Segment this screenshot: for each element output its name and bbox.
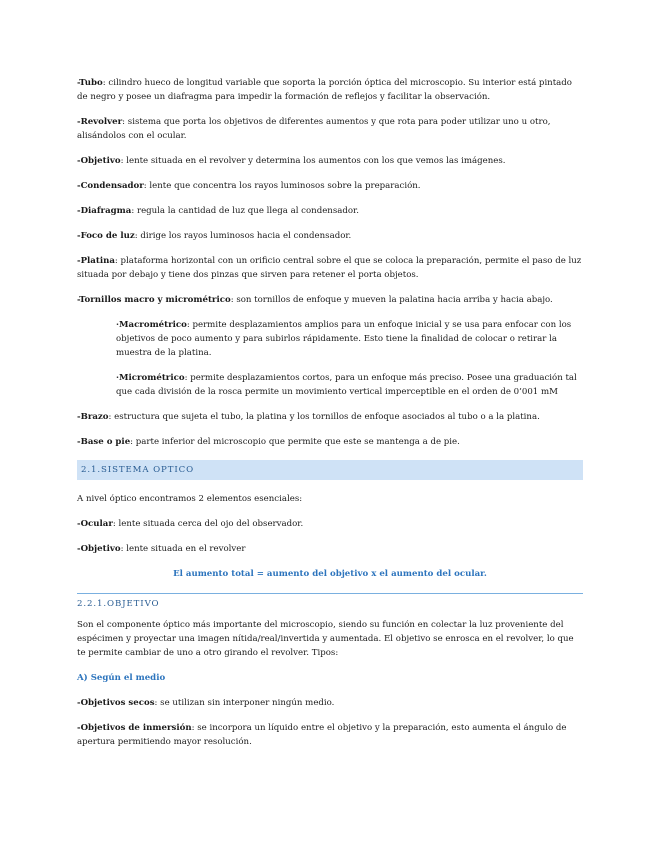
term: -Revolver bbox=[77, 117, 123, 127]
item-foco-de-luz bbox=[77, 229, 583, 243]
definition: : regula la cantidad de luz que llega al condensador. bbox=[131, 206, 359, 216]
definition: : son tornillos de enfoque y mueven la palatina hacia arriba y hacia abajo. bbox=[230, 295, 553, 305]
item-brazo bbox=[77, 410, 583, 424]
term: -Diafragma bbox=[77, 206, 132, 216]
definition: : parte inferior del microscopio que permite que este se mantenga a de pie. bbox=[130, 437, 460, 447]
definition: : se utilizan sin interponer ningún medio. bbox=[154, 698, 335, 708]
definition: : dirige los rayos luminosos hacia el condensador. bbox=[134, 231, 352, 241]
formula: El aumento total = aumento del objetivo x el aumento del ocular. bbox=[173, 569, 487, 579]
item-objetivo bbox=[77, 154, 583, 168]
definition: : permite desplazamientos amplios para un enfoque inicial y se usa para enfocar con los objetivos de poco aumento y para subirlos rápidamente. Esto tiene la finalidad de colocar o retirar la muestra de la platina. bbox=[116, 320, 572, 358]
section-heading: 2.1.SISTEMA OPTICO bbox=[77, 460, 583, 480]
term: -Objetivos de inmersión bbox=[77, 723, 192, 733]
subitem-macrometrico bbox=[116, 318, 583, 360]
item-tubo bbox=[77, 76, 583, 104]
item-objetivo-optico bbox=[77, 542, 583, 556]
term: -Condensador bbox=[77, 181, 144, 191]
item-objetivos-secos bbox=[77, 696, 583, 710]
term: ·Micrométrico bbox=[116, 373, 185, 383]
term: ·Macrométrico bbox=[116, 320, 187, 330]
definition: : estructura que sujeta el tubo, la platina y los tornillos de enfoque asociados al tubo o a la platina. bbox=[108, 412, 540, 422]
subitem-micrometrico bbox=[116, 371, 583, 399]
definition: : sistema que porta los objetivos de diferentes aumentos y que rota para poder utilizar uno u otro, alisándolos con el ocular. bbox=[77, 117, 551, 141]
term: -Platina bbox=[77, 256, 115, 266]
section-intro: A nivel óptico encontramos 2 elementos esenciales: bbox=[77, 494, 303, 504]
item-platina bbox=[77, 254, 583, 282]
item-ocular bbox=[77, 517, 583, 531]
definition: : plataforma horizontal con un orificio central sobre el que se coloca la preparación, permite el paso de luz situada por debajo y tiene dos pinzas que sirven para retener el porta objetos. bbox=[77, 256, 582, 280]
item-tornillos bbox=[77, 293, 583, 307]
definition: : permite desplazamientos cortos, para un enfoque más preciso. Posee una graduación tal que cada división de la rosca permite un movimiento vertical imperceptible en el orden de 0’001 mM bbox=[116, 373, 577, 397]
term: -Foco de luz bbox=[77, 231, 135, 241]
item-revolver bbox=[77, 115, 583, 143]
term: -Tornillos macro y micrométrico bbox=[77, 295, 231, 305]
definition: : lente situada cerca del ojo del observador. bbox=[112, 519, 304, 529]
item-diafragma bbox=[77, 204, 583, 218]
term: -Brazo bbox=[77, 412, 109, 422]
term: -Tubo bbox=[77, 78, 103, 88]
definition: : lente que concentra los rayos luminosos sobre la preparación. bbox=[143, 181, 421, 191]
item-objetivos-inmersion bbox=[77, 721, 583, 749]
item-condensador bbox=[77, 179, 583, 193]
term: -Objetivo bbox=[77, 544, 121, 554]
term: -Objetivo bbox=[77, 156, 121, 166]
subheading: A) Según el medio bbox=[77, 673, 166, 683]
subsection-heading: 2.2.1.OBJETIVO bbox=[77, 593, 583, 611]
term: -Base o pie bbox=[77, 437, 131, 447]
term: -Objetivos secos bbox=[77, 698, 155, 708]
definition: : lente situada en el revolver y determina los aumentos con los que vemos las imágenes. bbox=[120, 156, 506, 166]
definition: : se incorpora un líquido entre el objetivo y la preparación, esto aumenta el ángulo de apertura permitiendo mayor resolución. bbox=[77, 723, 567, 747]
definition: : lente situada en el revolver bbox=[120, 544, 246, 554]
term: -Ocular bbox=[77, 519, 113, 529]
item-base bbox=[77, 435, 583, 449]
subsection-text: Son el componente óptico más importante del microscopio, siendo su función en colectar la luz proveniente del espécimen y proyectar una imagen nítida/real/invertida y aumentada. El objetivo se enrosca en el revolver, lo que te permite cambiar de uno a otro girando el revolver. Tipos: bbox=[77, 620, 574, 658]
definition: : cilindro hueco de longitud variable que soporta la porción óptica del microscopio. Su interior está pintado de negro y posee un diafragma para impedir la formación de reflejos y facilitar la observación. bbox=[77, 78, 572, 102]
